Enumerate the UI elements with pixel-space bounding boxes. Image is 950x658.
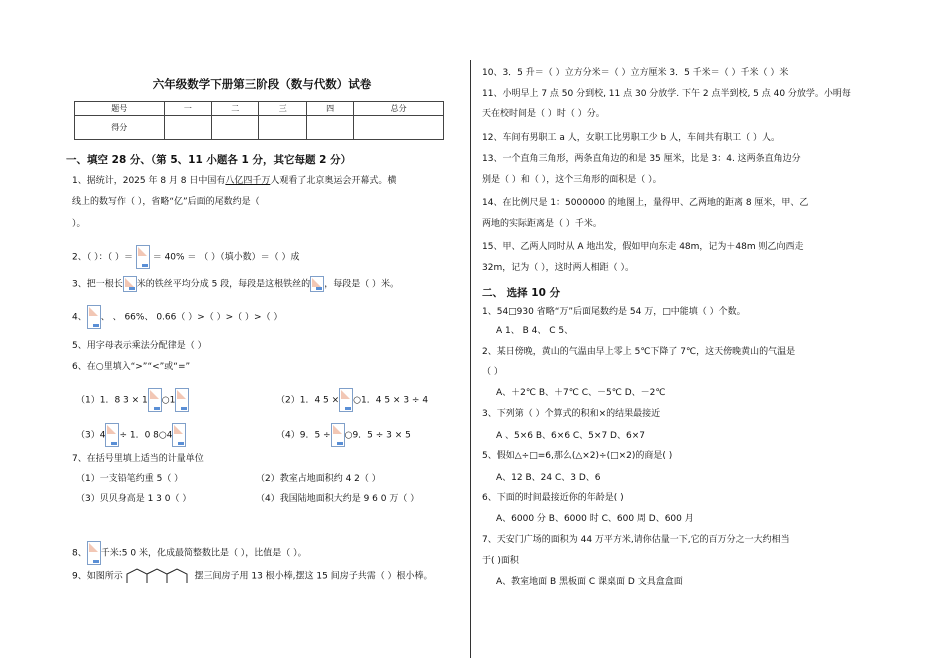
question-6-4 bbox=[276, 423, 411, 447]
question-15-line-1: 15、甲、乙两人同时从 A 地出发，假如甲向东走 48m，记为＋48m 则乙向西走 bbox=[482, 242, 804, 252]
fraction-image-icon bbox=[331, 423, 345, 447]
question-13-line-1: 13、一个直角三角形，两条直角边的和是 35 厘米，比是 3：4. 这两条直角边分 bbox=[482, 154, 801, 164]
table-row bbox=[75, 116, 444, 140]
table-cell: 一 bbox=[164, 102, 211, 116]
choice-2-line-2: （ ） bbox=[482, 367, 503, 377]
question-7-2: （2）教室占地面积约 4 2（ ） bbox=[256, 474, 381, 484]
text: ○1 bbox=[161, 395, 176, 406]
table-row bbox=[75, 102, 444, 116]
fraction-image-icon bbox=[105, 423, 119, 447]
underlined-text: 八亿四千万 bbox=[225, 176, 271, 186]
text: 摆三间房子用 13 根小棒,摆这 15 间房子共需（ ）根小棒。 bbox=[194, 571, 433, 582]
question-13-line-2: 别是（ ）和（ ），这个三角形的面积是（ ）。 bbox=[482, 175, 662, 185]
choice-2-options: A、＋2℃ B、＋7℃ C、－5℃ D、－2℃ bbox=[496, 388, 666, 398]
houses-figure-icon bbox=[126, 568, 192, 584]
choice-7-line-1: 7、天安门广场的面积为 44 万平方米,请你估量一下,它的百万分之一大约相当 bbox=[482, 535, 790, 545]
question-5: 5、用字母表示乘法分配律是（ ） bbox=[72, 341, 207, 351]
question-6: 6、在○里填入“>”“<”或“=” bbox=[72, 362, 191, 372]
section-fill-blank-heading: 一、填空 28 分、（第 5、11 小题各 1 分，其它每题 2 分） bbox=[66, 154, 352, 166]
question-8 bbox=[72, 541, 307, 565]
question-7: 7、在括号里填上适当的计量单位 bbox=[72, 454, 204, 464]
question-12: 12、车间有男职工 a 人，女职工比男职工少 b 人，车间共有职工（ ）人。 bbox=[482, 133, 780, 143]
choice-2-line-1: 2、某日傍晚，黄山的气温由早上零上 5℃下降了 7℃，这天傍晚黄山的气温是 bbox=[482, 347, 796, 357]
text: （4）9．5 ÷ bbox=[276, 430, 331, 441]
question-4 bbox=[72, 305, 282, 329]
page-title: 六年级数学下册第三阶段（数与代数）试卷 bbox=[152, 77, 372, 91]
fraction-image-icon bbox=[87, 541, 101, 565]
question-2 bbox=[72, 245, 300, 269]
text: 4、 bbox=[72, 312, 87, 323]
score-cell[interactable] bbox=[212, 116, 259, 140]
fraction-image-icon bbox=[175, 388, 189, 412]
text: （3）4 bbox=[76, 430, 106, 441]
question-1-line-2: 线上的数写作（ ），省略“亿”后面的尾数约是（ bbox=[72, 197, 260, 207]
choice-3-options: A 、5×6 B、6×6 C、5×7 D、6×7 bbox=[496, 431, 645, 441]
table-cell: 题号 bbox=[75, 102, 165, 116]
question-7-4: （4）我国陆地面积大约是 9 6 0 万（ ） bbox=[256, 494, 420, 504]
question-6-1 bbox=[76, 388, 189, 412]
text: 1、据统计，2025 年 8 月 8 日中国有 bbox=[72, 176, 226, 186]
choice-6: 6、下面的时间最接近你的年龄是( ) bbox=[482, 493, 624, 503]
text: 3、把一根长 bbox=[72, 279, 123, 290]
text: ，每段是（ ）米。 bbox=[324, 279, 400, 290]
text: ○9．5 ÷ 3 × 5 bbox=[344, 430, 411, 441]
text: ○1．4 5 × 3 ÷ 4 bbox=[353, 395, 429, 406]
question-14-line-2: 两地的实际距离是（ ）千米。 bbox=[482, 219, 602, 229]
question-7-3: （3）贝贝身高是 1 3 0（ ） bbox=[76, 494, 192, 504]
score-table bbox=[74, 101, 444, 140]
column-divider bbox=[470, 60, 471, 658]
text: 2、（ ）：（ ）＝ bbox=[72, 252, 133, 263]
text: 、 、 66%、 0.66（ ）>（ ）>（ ）>（ ） bbox=[100, 312, 283, 323]
fraction-image-icon bbox=[172, 423, 186, 447]
question-6-2 bbox=[276, 388, 428, 412]
text: （2）1．4 5 × bbox=[276, 395, 340, 406]
text: （1）1．8 3 × 1 bbox=[76, 395, 148, 406]
section-choice-heading: 二、 选择 10 分 bbox=[482, 287, 561, 299]
question-15-line-2: 32m，记为（ ），这时两人相距（ ）。 bbox=[482, 263, 634, 273]
text: 米的铁丝平均分成 5 段，每段是这根铁丝的 bbox=[136, 279, 311, 290]
fraction-image-icon bbox=[136, 245, 150, 269]
table-cell: 二 bbox=[212, 102, 259, 116]
choice-3: 3、下列第（ ）个算式的积和×的结果最接近 bbox=[482, 409, 661, 419]
text: 人观看了北京奥运会开幕式。横 bbox=[270, 176, 397, 186]
text: 9、如图所示 bbox=[72, 571, 123, 582]
question-6-3 bbox=[76, 423, 186, 447]
question-10: 10、3．5 升＝（ ）立方分米＝（ ）立方厘米 3．5 千米＝（ ）千米（ ）米 bbox=[482, 68, 789, 78]
question-14-line-1: 14、在比例尺是 1：5000000 的地图上，量得甲、乙两地的距离 8 厘米，甲、乙 bbox=[482, 198, 809, 208]
question-1-line-1 bbox=[72, 175, 396, 187]
choice-6-options: A、6000 分 B、6000 时 C、600 周 D、600 月 bbox=[496, 514, 694, 524]
question-3 bbox=[72, 276, 399, 292]
question-1-line-3: ）。 bbox=[72, 219, 86, 229]
score-cell[interactable] bbox=[164, 116, 211, 140]
choice-1-options: A 1、 B 4、 C 5、 bbox=[496, 326, 574, 336]
choice-5: 5、假如△÷□=6,那么(△×2)÷(□×2)的商是( ) bbox=[482, 451, 673, 461]
choice-5-options: A、12 B、24 C、3 D、6 bbox=[496, 473, 601, 483]
question-7-1: （1）一支铅笔约重 5（ ） bbox=[76, 474, 184, 484]
question-11-line-1: 11、小明早上 7 点 50 分到校, 11 点 30 分放学. 下午 2 点半到校, 5 点 40 分放学。小明每 bbox=[482, 89, 851, 99]
fraction-image-icon bbox=[148, 388, 162, 412]
table-cell: 三 bbox=[259, 102, 306, 116]
text: 千米:5 0 米，化成最简整数比是（ ），比值是（ ）。 bbox=[100, 548, 307, 559]
question-11-line-2: 天在校时间是（ ）时（ ）分。 bbox=[482, 109, 605, 119]
score-cell[interactable] bbox=[259, 116, 306, 140]
fraction-image-icon bbox=[339, 388, 353, 412]
choice-7-line-2: 于( )面积 bbox=[482, 556, 519, 566]
text: ÷ 1．0 8○4 bbox=[119, 430, 173, 441]
choice-1: 1、54□930 省略“万”后面尾数约是 54 万，□中能填（ ）个数。 bbox=[482, 307, 746, 317]
fraction-image-icon bbox=[87, 305, 101, 329]
table-cell: 得分 bbox=[75, 116, 165, 140]
fraction-image-icon bbox=[310, 276, 324, 292]
choice-7-options: A、教室地面 B 黑板面 C 课桌面 D 文具盒盒面 bbox=[496, 577, 683, 587]
question-9 bbox=[72, 568, 433, 584]
table-cell: 四 bbox=[306, 102, 353, 116]
score-cell[interactable] bbox=[354, 116, 444, 140]
text: ＝ 40% ＝ （ ）（填小数）＝（ ）成 bbox=[152, 252, 300, 263]
score-cell[interactable] bbox=[306, 116, 353, 140]
fraction-image-icon bbox=[123, 276, 137, 292]
table-cell: 总分 bbox=[354, 102, 444, 116]
text: 8、 bbox=[72, 548, 87, 559]
